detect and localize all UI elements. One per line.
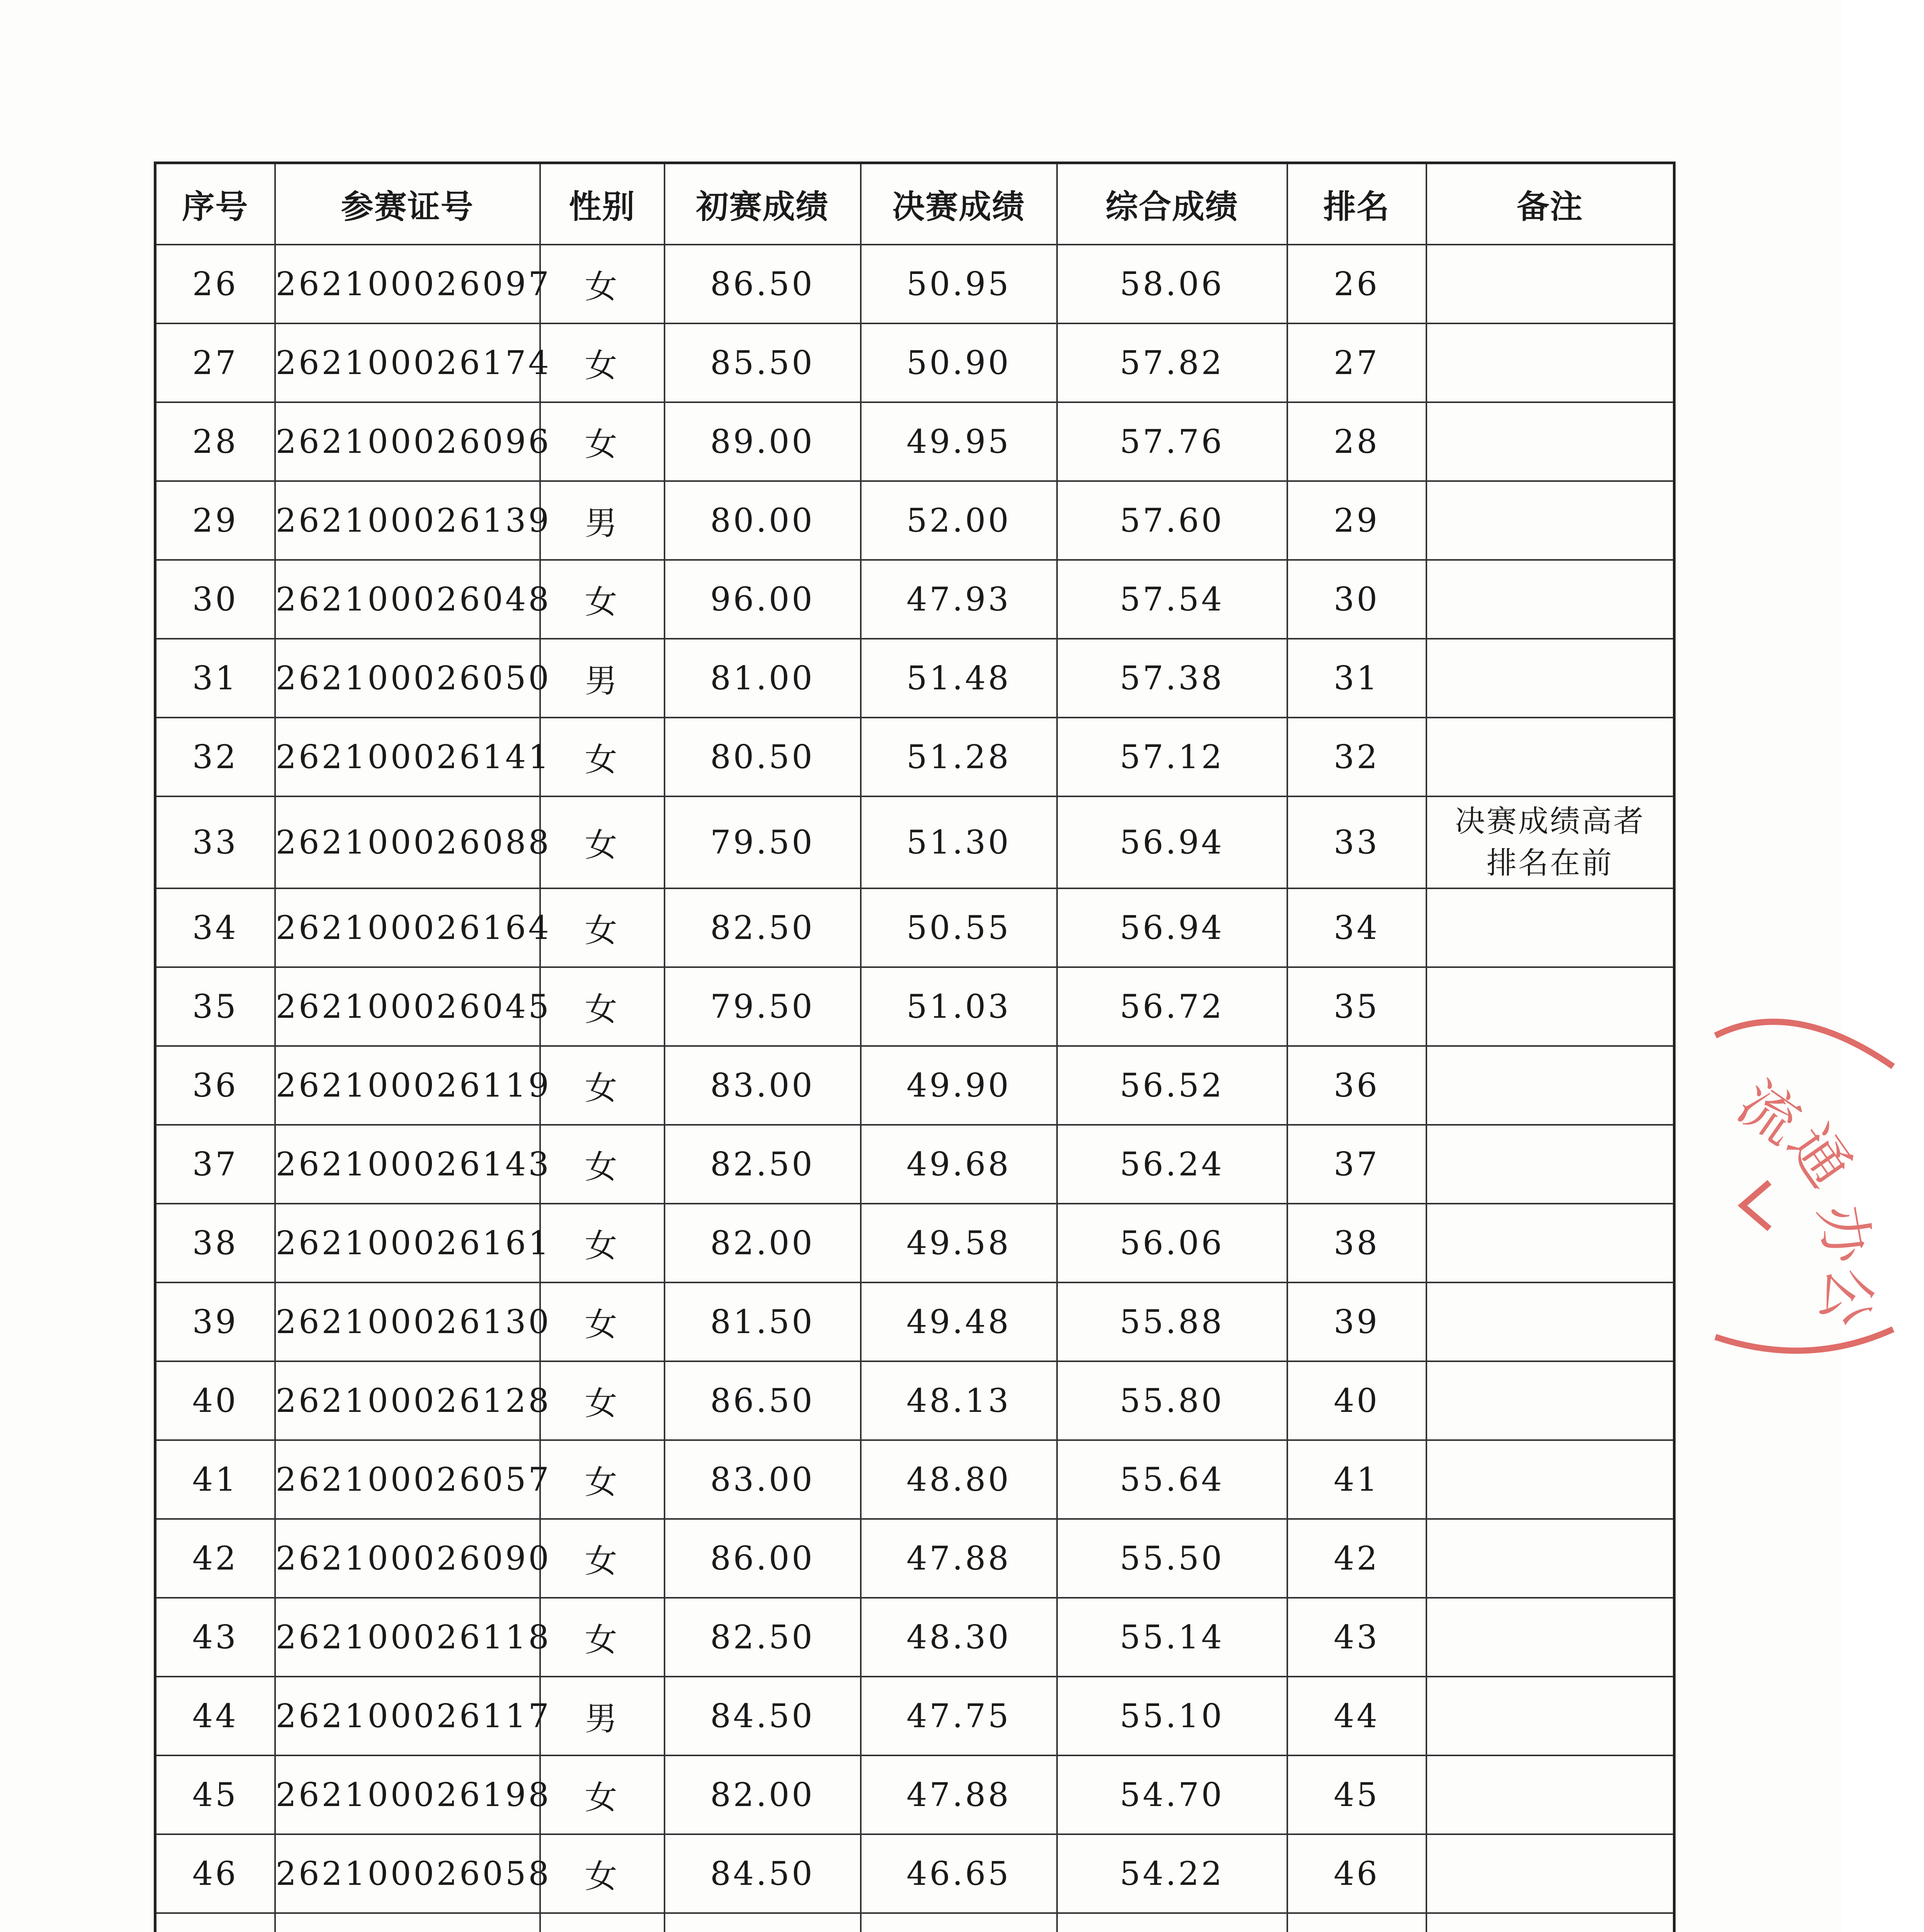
header-gender: 性别: [540, 163, 665, 245]
cell-rank: 41: [1287, 1440, 1426, 1519]
svg-text:流: 流: [1726, 1068, 1812, 1157]
cell-remarks: [1426, 1440, 1674, 1519]
cell-rank: [1287, 1913, 1426, 1932]
table-row: [155, 888, 1674, 967]
cell-final-score: 47.88: [861, 1519, 1057, 1598]
cell-final-score: 48.30: [861, 1598, 1057, 1677]
cell-preliminary-score: 82.00: [665, 1755, 861, 1834]
cell-entry-id: 262100026090: [275, 1519, 540, 1598]
cell-entry-id: 262100026097: [275, 245, 540, 323]
cell-serial-number: 27: [155, 323, 275, 402]
cell-preliminary-score: 84.50: [665, 1834, 861, 1913]
cell-entry-id: 262100026117: [275, 1677, 540, 1755]
cell-entry-id: 262100026050: [275, 639, 540, 718]
cell-rank: 28: [1287, 402, 1426, 481]
cell-rank: 34: [1287, 888, 1426, 967]
cell-preliminary-score: 83.00: [665, 1440, 861, 1519]
cell-rank: 27: [1287, 323, 1426, 402]
table-row: [155, 1046, 1674, 1125]
cell-remarks: [1426, 888, 1674, 967]
cell-final-score: 48.80: [861, 1440, 1057, 1519]
cell-entry-id: 262100026088: [275, 796, 540, 888]
cell-serial-number: [155, 1913, 275, 1932]
cell-preliminary-score: [665, 1913, 861, 1932]
cell-serial-number: 45: [155, 1755, 275, 1834]
cell-overall-score: 57.38: [1057, 639, 1287, 718]
cell-rank: 45: [1287, 1755, 1426, 1834]
cell-gender: 女: [540, 796, 665, 888]
cell-final-score: 50.55: [861, 888, 1057, 967]
cell-serial-number: 31: [155, 639, 275, 718]
cell-preliminary-score: 80.00: [665, 481, 861, 560]
cell-overall-score: 55.50: [1057, 1519, 1287, 1598]
cell-final-score: 50.95: [861, 245, 1057, 323]
header-final-score: 决赛成绩: [861, 163, 1057, 245]
cell-serial-number: 46: [155, 1834, 275, 1913]
cell-final-score: 47.88: [861, 1755, 1057, 1834]
cell-overall-score: [1057, 1913, 1287, 1932]
cell-overall-score: 57.60: [1057, 481, 1287, 560]
cell-gender: 女: [540, 1519, 665, 1598]
cell-entry-id: 262100026130: [275, 1282, 540, 1361]
cell-final-score: 49.95: [861, 402, 1057, 481]
cell-entry-id: 262100026139: [275, 481, 540, 560]
cell-preliminary-score: 96.00: [665, 560, 861, 639]
cell-remarks: [1426, 1598, 1674, 1677]
svg-text:通: 通: [1775, 1113, 1864, 1199]
cell-serial-number: 39: [155, 1282, 275, 1361]
cell-entry-id: 262100026141: [275, 718, 540, 796]
header-preliminary-score: 初赛成绩: [665, 163, 861, 245]
cell-serial-number: 42: [155, 1519, 275, 1598]
cell-entry-id: 262100026058: [275, 1834, 540, 1913]
cell-gender: 男: [540, 481, 665, 560]
cell-final-score: 52.00: [861, 481, 1057, 560]
cell-remarks: [1426, 718, 1674, 796]
cell-overall-score: 56.94: [1057, 796, 1287, 888]
svg-text:公: 公: [1808, 1262, 1884, 1332]
cell-gender: 女: [540, 402, 665, 481]
official-seal-stamp: [1692, 989, 1924, 1376]
cell-gender: 男: [540, 639, 665, 718]
table-row: [155, 1913, 1674, 1932]
table-row: [155, 245, 1674, 323]
cell-remarks: [1426, 402, 1674, 481]
cell-overall-score: 55.88: [1057, 1282, 1287, 1361]
table-row: [155, 1282, 1674, 1361]
table-row: [155, 967, 1674, 1046]
cell-gender: [540, 1913, 665, 1932]
cell-rank: 32: [1287, 718, 1426, 796]
cell-gender: 女: [540, 1755, 665, 1834]
cell-rank: 31: [1287, 639, 1426, 718]
cell-serial-number: 37: [155, 1125, 275, 1204]
cell-overall-score: 55.80: [1057, 1361, 1287, 1440]
cell-remarks: [1426, 1913, 1674, 1932]
cell-serial-number: 44: [155, 1677, 275, 1755]
cell-remarks: [1426, 967, 1674, 1046]
cell-entry-id: 262100026161: [275, 1204, 540, 1282]
cell-overall-score: 54.70: [1057, 1755, 1287, 1834]
cell-rank: 36: [1287, 1046, 1426, 1125]
cell-final-score: [861, 1913, 1057, 1932]
cell-remarks: [1426, 1361, 1674, 1440]
cell-rank: 42: [1287, 1519, 1426, 1598]
cell-rank: 30: [1287, 560, 1426, 639]
cell-entry-id: 262100026045: [275, 967, 540, 1046]
cell-overall-score: 55.64: [1057, 1440, 1287, 1519]
cell-entry-id: 262100026174: [275, 323, 540, 402]
cell-rank: 33: [1287, 796, 1426, 888]
cell-serial-number: 34: [155, 888, 275, 967]
cell-gender: 女: [540, 1834, 665, 1913]
cell-serial-number: 32: [155, 718, 275, 796]
cell-rank: 35: [1287, 967, 1426, 1046]
cell-gender: 女: [540, 245, 665, 323]
cell-serial-number: 33: [155, 796, 275, 888]
cell-overall-score: 58.06: [1057, 245, 1287, 323]
table-row: [155, 560, 1674, 639]
table-row: [155, 402, 1674, 481]
svg-text:办: 办: [1806, 1199, 1883, 1268]
table-row: [155, 1519, 1674, 1598]
table-row: [155, 718, 1674, 796]
cell-final-score: 49.68: [861, 1125, 1057, 1204]
cell-gender: 女: [540, 1440, 665, 1519]
cell-remarks: [1426, 1677, 1674, 1755]
cell-gender: 女: [540, 1125, 665, 1204]
cell-preliminary-score: 89.00: [665, 402, 861, 481]
cell-preliminary-score: 79.50: [665, 796, 861, 888]
cell-overall-score: 56.94: [1057, 888, 1287, 967]
cell-serial-number: 41: [155, 1440, 275, 1519]
cell-remarks: [1426, 1755, 1674, 1834]
cell-gender: 女: [540, 1046, 665, 1125]
cell-preliminary-score: 82.50: [665, 1125, 861, 1204]
cell-remarks: [1426, 323, 1674, 402]
table-row: [155, 323, 1674, 402]
cell-gender: 男: [540, 1677, 665, 1755]
header-rank: 排名: [1287, 163, 1426, 245]
cell-remarks: [1426, 1204, 1674, 1282]
cell-overall-score: 54.22: [1057, 1834, 1287, 1913]
cell-final-score: 46.65: [861, 1834, 1057, 1913]
cell-gender: 女: [540, 1598, 665, 1677]
cell-overall-score: 56.52: [1057, 1046, 1287, 1125]
table-row: [155, 1204, 1674, 1282]
table-row: [155, 1834, 1674, 1913]
cell-gender: 女: [540, 888, 665, 967]
cell-final-score: 47.75: [861, 1677, 1057, 1755]
cell-final-score: 47.93: [861, 560, 1057, 639]
cell-gender: 女: [540, 560, 665, 639]
cell-remarks: [1426, 481, 1674, 560]
cell-final-score: 51.28: [861, 718, 1057, 796]
cell-remarks: [1426, 1519, 1674, 1598]
cell-rank: 39: [1287, 1282, 1426, 1361]
cell-preliminary-score: 84.50: [665, 1677, 861, 1755]
cell-preliminary-score: 82.00: [665, 1204, 861, 1282]
table-row: [155, 1755, 1674, 1834]
cell-rank: 43: [1287, 1598, 1426, 1677]
cell-rank: 44: [1287, 1677, 1426, 1755]
cell-preliminary-score: 81.50: [665, 1282, 861, 1361]
cell-overall-score: 57.76: [1057, 402, 1287, 481]
cell-gender: 女: [540, 718, 665, 796]
cell-entry-id: 262100026118: [275, 1598, 540, 1677]
cell-gender: 女: [540, 1204, 665, 1282]
cell-entry-id: 262100026143: [275, 1125, 540, 1204]
cell-final-score: 50.90: [861, 323, 1057, 402]
cell-remarks: [1426, 245, 1674, 323]
cell-gender: 女: [540, 967, 665, 1046]
cell-serial-number: 43: [155, 1598, 275, 1677]
cell-overall-score: 57.12: [1057, 718, 1287, 796]
cell-entry-id: 262100026198: [275, 1755, 540, 1834]
header-remarks: 备注: [1426, 163, 1674, 245]
header-serial-number: 序号: [155, 163, 275, 245]
cell-serial-number: 29: [155, 481, 275, 560]
cell-final-score: 51.30: [861, 796, 1057, 888]
table-row: [155, 639, 1674, 718]
cell-preliminary-score: 85.50: [665, 323, 861, 402]
cell-overall-score: 56.72: [1057, 967, 1287, 1046]
cell-gender: 女: [540, 1361, 665, 1440]
cell-gender: 女: [540, 1282, 665, 1361]
cell-entry-id: 262100026164: [275, 888, 540, 967]
table-row: [155, 796, 1674, 888]
cell-entry-id: 262100026128: [275, 1361, 540, 1440]
cell-preliminary-score: 79.50: [665, 967, 861, 1046]
cell-serial-number: 30: [155, 560, 275, 639]
cell-overall-score: 55.14: [1057, 1598, 1287, 1677]
cell-entry-id: 262100026057: [275, 1440, 540, 1519]
header-overall-score: 综合成绩: [1057, 163, 1287, 245]
cell-rank: 46: [1287, 1834, 1426, 1913]
cell-remarks: [1426, 560, 1674, 639]
cell-final-score: 48.13: [861, 1361, 1057, 1440]
cell-serial-number: 38: [155, 1204, 275, 1282]
cell-rank: 38: [1287, 1204, 1426, 1282]
cell-preliminary-score: 82.50: [665, 1598, 861, 1677]
cell-remarks: [1426, 1125, 1674, 1204]
cell-preliminary-score: 86.50: [665, 1361, 861, 1440]
cell-overall-score: 56.06: [1057, 1204, 1287, 1282]
table-row: [155, 1125, 1674, 1204]
cell-serial-number: 35: [155, 967, 275, 1046]
cell-overall-score: 55.10: [1057, 1677, 1287, 1755]
cell-rank: 40: [1287, 1361, 1426, 1440]
cell-rank: 26: [1287, 245, 1426, 323]
cell-remarks: [1426, 1282, 1674, 1361]
cell-serial-number: 36: [155, 1046, 275, 1125]
cell-entry-id: 262100026096: [275, 402, 540, 481]
cell-serial-number: 28: [155, 402, 275, 481]
table-row: [155, 1440, 1674, 1519]
cell-rank: 37: [1287, 1125, 1426, 1204]
cell-preliminary-score: 83.00: [665, 1046, 861, 1125]
cell-overall-score: 57.82: [1057, 323, 1287, 402]
cell-remarks: [1426, 1046, 1674, 1125]
cell-final-score: 51.48: [861, 639, 1057, 718]
cell-entry-id: 262100026119: [275, 1046, 540, 1125]
cell-preliminary-score: 86.00: [665, 1519, 861, 1598]
cell-preliminary-score: 80.50: [665, 718, 861, 796]
cell-final-score: 51.03: [861, 967, 1057, 1046]
score-table: [154, 162, 1676, 1932]
header-entry-id: 参赛证号: [275, 163, 540, 245]
cell-serial-number: 26: [155, 245, 275, 323]
table-row: [155, 481, 1674, 560]
cell-final-score: 49.48: [861, 1282, 1057, 1361]
table-row: [155, 1361, 1674, 1440]
cell-final-score: 49.90: [861, 1046, 1057, 1125]
cell-overall-score: 57.54: [1057, 560, 1287, 639]
cell-rank: 29: [1287, 481, 1426, 560]
cell-remarks: [1426, 1834, 1674, 1913]
table-row: [155, 1598, 1674, 1677]
cell-serial-number: 40: [155, 1361, 275, 1440]
cell-final-score: 49.58: [861, 1204, 1057, 1282]
cell-preliminary-score: 86.50: [665, 245, 861, 323]
cell-remarks: 决赛成绩高者 排名在前: [1426, 796, 1674, 888]
cell-entry-id: [275, 1913, 540, 1932]
table-row: [155, 1677, 1674, 1755]
cell-overall-score: 56.24: [1057, 1125, 1287, 1204]
cell-entry-id: 262100026048: [275, 560, 540, 639]
table-body: [155, 245, 1674, 1932]
table-header-row: [155, 163, 1674, 245]
cell-gender: 女: [540, 323, 665, 402]
cell-preliminary-score: 82.50: [665, 888, 861, 967]
cell-preliminary-score: 81.00: [665, 639, 861, 718]
cell-remarks: [1426, 639, 1674, 718]
